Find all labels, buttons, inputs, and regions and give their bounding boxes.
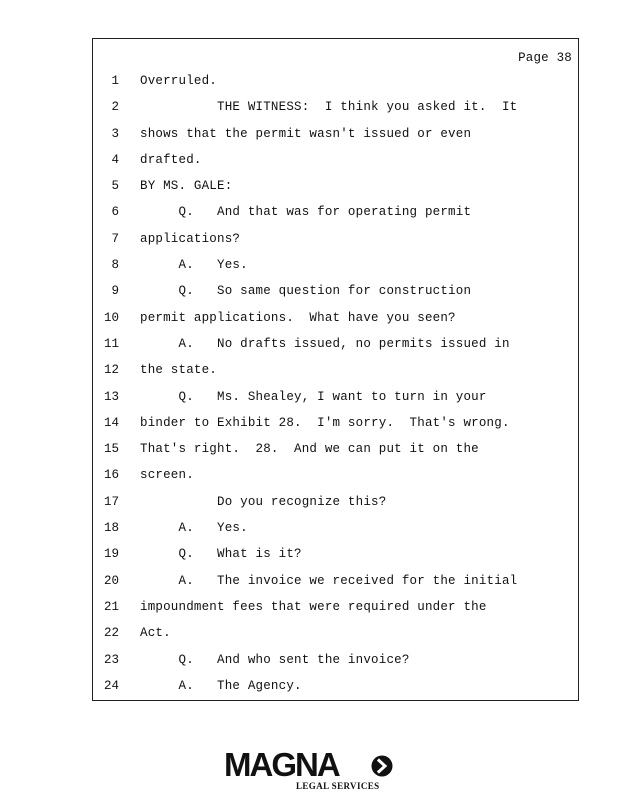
page-number: Page 38 <box>518 51 572 65</box>
line-text: That's right. 28. And we can put it on the <box>140 442 479 457</box>
line-text: A. Yes. <box>140 521 248 536</box>
transcript-line <box>93 199 578 225</box>
logo-subtitle: LEGAL SERVICES <box>296 781 380 791</box>
line-text: Q. What is it? <box>140 547 302 562</box>
line-text: A. The invoice we received for the initial <box>140 573 518 588</box>
transcript-line <box>93 515 578 541</box>
line-text: A. Yes. <box>140 258 248 273</box>
transcript-line <box>93 462 578 488</box>
transcript-line <box>93 68 578 94</box>
line-number: 12 <box>103 363 119 378</box>
line-number: 20 <box>103 573 119 588</box>
logo-wordmark: MAGNA <box>224 746 339 783</box>
chevron-right-circle-icon <box>371 755 393 777</box>
transcript-lines <box>93 68 578 699</box>
line-number: 2 <box>111 100 119 115</box>
line-text: Do you recognize this? <box>140 494 387 509</box>
line-number: 10 <box>103 310 119 325</box>
transcript-line <box>93 410 578 436</box>
line-number: 4 <box>111 152 119 167</box>
line-text: permit applications. What have you seen? <box>140 310 456 325</box>
line-number: 17 <box>103 494 119 509</box>
transcript-line <box>93 594 578 620</box>
transcript-line <box>93 620 578 646</box>
line-text: Q. And who sent the invoice? <box>140 652 410 667</box>
transcript-line <box>93 147 578 173</box>
magna-logo <box>224 748 399 792</box>
line-number: 22 <box>103 626 119 641</box>
transcript-line <box>93 94 578 120</box>
line-number: 24 <box>103 678 119 693</box>
line-number: 5 <box>111 179 119 194</box>
line-text: applications? <box>140 231 241 246</box>
line-text: BY MS. GALE: <box>140 179 233 194</box>
line-number: 23 <box>103 652 119 667</box>
line-number: 9 <box>111 284 119 299</box>
line-number: 7 <box>111 231 119 246</box>
transcript-line <box>93 568 578 594</box>
transcript-line <box>93 436 578 462</box>
line-number: 21 <box>103 599 119 614</box>
transcript-line <box>93 541 578 567</box>
line-text: THE WITNESS: I think you asked it. It <box>140 100 518 115</box>
transcript-line <box>93 173 578 199</box>
transcript-line <box>93 121 578 147</box>
transcript-line <box>93 331 578 357</box>
line-number: 1 <box>111 74 119 88</box>
transcript-line <box>93 252 578 278</box>
line-number: 14 <box>103 415 119 430</box>
line-number: 13 <box>103 389 119 404</box>
line-text: A. No drafts issued, no permits issued in <box>140 336 510 351</box>
line-text: binder to Exhibit 28. I'm sorry. That's wrong. <box>140 415 510 430</box>
line-number: 16 <box>103 468 119 483</box>
transcript-line <box>93 489 578 515</box>
line-text: A. The Agency. <box>140 678 302 693</box>
line-number: 8 <box>111 258 119 273</box>
transcript-line <box>93 357 578 383</box>
transcript-line <box>93 384 578 410</box>
line-text: Q. So same question for construction <box>140 284 472 299</box>
line-number: 19 <box>103 547 119 562</box>
line-text: Q. Ms. Shealey, I want to turn in your <box>140 389 487 404</box>
line-number: 3 <box>111 126 119 141</box>
line-text: drafted. <box>140 152 202 167</box>
line-text: Act. <box>140 626 171 641</box>
transcript-line <box>93 647 578 673</box>
transcript-line <box>93 226 578 252</box>
line-text: the state. <box>140 363 218 378</box>
line-number: 18 <box>103 521 119 536</box>
line-number: 6 <box>111 205 119 220</box>
transcript-page <box>92 38 579 701</box>
line-number: 11 <box>103 336 119 351</box>
line-text: Overruled. <box>140 74 218 88</box>
line-text: screen. <box>140 468 194 483</box>
line-number: 15 <box>103 442 119 457</box>
line-text: shows that the permit wasn't issued or even <box>140 126 472 141</box>
transcript-line <box>93 278 578 304</box>
transcript-line <box>93 673 578 699</box>
transcript-line <box>93 305 578 331</box>
line-text: Q. And that was for operating permit <box>140 205 472 220</box>
line-text: impoundment fees that were required under the <box>140 599 487 614</box>
